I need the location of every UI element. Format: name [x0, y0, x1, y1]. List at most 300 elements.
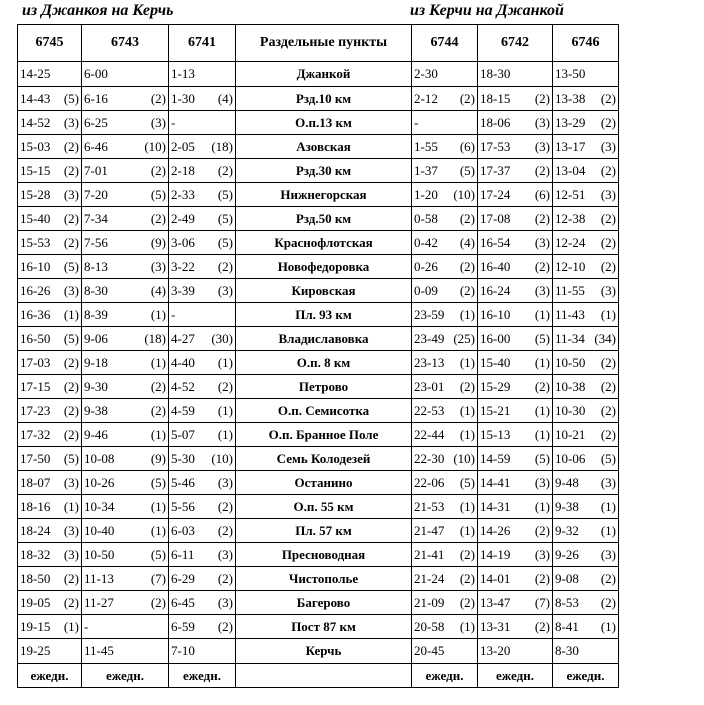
station-name: О.п. 8 км [236, 351, 412, 375]
time-cell-content [414, 353, 475, 373]
stop-duration: (2) [217, 258, 233, 274]
time-cell [169, 447, 236, 471]
time-cell-content [555, 329, 616, 349]
time-cell [478, 447, 553, 471]
time-cell [553, 231, 619, 255]
time-value: 0-26 [414, 258, 438, 274]
station-name: Рзд.30 км [236, 159, 412, 183]
time-value: 16-10 [20, 258, 51, 274]
stop-duration: (1) [459, 426, 475, 442]
time-cell [553, 423, 619, 447]
time-cell-content [480, 569, 550, 589]
time-cell [553, 303, 619, 327]
stop-duration: (4) [150, 282, 166, 298]
time-cell [412, 303, 478, 327]
time-value: 2-18 [171, 162, 195, 178]
time-value: 13-20 [480, 643, 511, 658]
time-cell-content [414, 257, 475, 277]
stop-duration: (2) [600, 258, 616, 274]
time-cell [82, 495, 169, 519]
station-name: Рзд.10 км [236, 87, 412, 111]
time-value: 10-26 [84, 474, 115, 490]
time-cell-content [20, 449, 79, 469]
stop-duration: (4) [459, 234, 475, 250]
time-value: 9-30 [84, 378, 108, 394]
time-cell-content [20, 89, 79, 109]
stop-duration: (5) [534, 450, 550, 466]
time-value: 18-07 [20, 474, 51, 490]
time-cell-content [84, 161, 166, 181]
caption-outbound: из Джанкоя на Керчь [22, 2, 174, 19]
time-cell-content [20, 641, 79, 661]
time-cell-content [20, 161, 79, 181]
time-cell [82, 231, 169, 255]
time-cell-content [84, 521, 166, 541]
time-cell-content [84, 113, 166, 133]
time-value: 2-49 [171, 210, 195, 226]
station-name: Азовская [236, 135, 412, 159]
stop-duration: (5) [217, 210, 233, 226]
time-cell [553, 399, 619, 423]
time-cell [82, 639, 169, 664]
stop-duration: (3) [63, 522, 79, 538]
stop-duration: (2) [150, 90, 166, 106]
time-cell-content [171, 377, 233, 397]
time-cell-content [84, 137, 166, 157]
time-cell [478, 183, 553, 207]
time-value: 17-03 [20, 354, 51, 370]
time-cell-content [20, 521, 79, 541]
time-value: 8-30 [555, 643, 579, 658]
time-value: 14-26 [480, 522, 511, 538]
station-row [18, 87, 619, 111]
time-value: 12-38 [555, 210, 586, 226]
station-row [18, 639, 619, 664]
time-value: 15-03 [20, 138, 51, 154]
time-value: 2-33 [171, 186, 195, 202]
time-cell-content [20, 497, 79, 517]
time-cell-content [20, 137, 79, 157]
time-value: 21-53 [414, 498, 445, 514]
header-train-6743: 6743 [82, 25, 169, 62]
station-name: О.п. Бранное Поле [236, 423, 412, 447]
time-cell [412, 519, 478, 543]
station-name: О.п. 55 км [236, 495, 412, 519]
time-value: 8-30 [84, 282, 108, 298]
station-name: Пл. 93 км [236, 303, 412, 327]
station-name: Пл. 57 км [236, 519, 412, 543]
station-name: Нижнегорская [236, 183, 412, 207]
time-value: 11-55 [555, 282, 585, 298]
time-cell-content [20, 473, 79, 493]
stop-duration: (3) [217, 474, 233, 490]
time-cell-content [555, 353, 616, 373]
time-cell-content [20, 593, 79, 613]
time-value: 10-38 [555, 378, 586, 394]
time-value: 13-38 [555, 90, 586, 106]
time-value: 2-12 [414, 90, 438, 106]
time-value: 10-50 [84, 546, 115, 562]
time-value: 10-50 [555, 354, 586, 370]
time-value: 15-40 [20, 210, 51, 226]
time-cell-content [555, 401, 616, 421]
time-value: 14-19 [480, 546, 511, 562]
time-cell [169, 399, 236, 423]
time-value: 10-30 [555, 402, 586, 418]
time-cell-content [555, 425, 616, 445]
time-cell-content [414, 113, 475, 133]
time-cell-content [84, 281, 166, 301]
time-cell-content [171, 641, 233, 661]
time-value: 8-41 [555, 618, 579, 634]
station-row [18, 279, 619, 303]
time-value: 10-21 [555, 426, 586, 442]
time-cell-content [555, 593, 616, 613]
stop-duration: (2) [63, 402, 79, 418]
stop-duration: (5) [459, 474, 475, 490]
time-cell [82, 423, 169, 447]
stop-duration: (1) [600, 498, 616, 514]
time-cell [169, 423, 236, 447]
stop-duration: (5) [534, 330, 550, 346]
time-value: 18-24 [20, 522, 51, 538]
time-cell [478, 351, 553, 375]
time-value: 3-22 [171, 258, 195, 274]
time-value: 6-29 [171, 570, 195, 586]
stop-duration: (2) [217, 498, 233, 514]
time-cell [412, 423, 478, 447]
stop-duration: (5) [63, 90, 79, 106]
station-row [18, 399, 619, 423]
time-cell-content [555, 113, 616, 133]
time-cell-content [414, 329, 475, 349]
time-value: 3-39 [171, 282, 195, 298]
time-cell-content [84, 401, 166, 421]
stop-duration: (1) [534, 498, 550, 514]
time-cell [412, 159, 478, 183]
time-cell [18, 615, 82, 639]
time-cell [169, 303, 236, 327]
time-value: 23-59 [414, 306, 445, 322]
time-cell [478, 471, 553, 495]
stop-duration: (1) [600, 522, 616, 538]
footer-cell: ежедн. [412, 664, 478, 688]
time-cell-content [555, 545, 616, 565]
time-cell [553, 111, 619, 135]
time-value: 14-52 [20, 114, 51, 130]
stop-duration: (3) [600, 186, 616, 202]
time-cell-content [171, 473, 233, 493]
time-value: 6-11 [171, 546, 195, 562]
time-cell-content [20, 257, 79, 277]
time-cell [169, 159, 236, 183]
station-row [18, 471, 619, 495]
station-row [18, 495, 619, 519]
time-cell-content [171, 497, 233, 517]
time-value: 9-48 [555, 474, 579, 490]
time-value: 12-10 [555, 258, 586, 274]
time-value: 17-24 [480, 186, 511, 202]
stop-duration: (5) [63, 330, 79, 346]
time-cell [169, 327, 236, 351]
time-cell [478, 591, 553, 615]
time-cell [169, 183, 236, 207]
time-value: 6-46 [84, 138, 108, 154]
time-cell [82, 375, 169, 399]
time-value: 23-49 [414, 330, 445, 346]
time-cell-content [480, 281, 550, 301]
time-cell [82, 87, 169, 111]
time-value: 9-18 [84, 354, 108, 370]
time-cell [18, 135, 82, 159]
time-cell [18, 255, 82, 279]
time-value: 14-25 [20, 66, 51, 81]
time-value: 17-08 [480, 210, 511, 226]
stop-duration: (2) [459, 282, 475, 298]
time-value: 16-50 [20, 330, 51, 346]
time-cell [18, 591, 82, 615]
stop-duration: (2) [63, 138, 79, 154]
time-cell [18, 399, 82, 423]
time-value: 17-32 [20, 426, 51, 442]
stop-duration: (6) [459, 138, 475, 154]
time-value: 0-42 [414, 234, 438, 250]
time-cell [553, 62, 619, 87]
stop-duration: (18) [211, 138, 233, 154]
stop-duration: (1) [63, 498, 79, 514]
time-value: 18-15 [480, 90, 511, 106]
station-name: Джанкой [236, 62, 412, 87]
time-cell [82, 351, 169, 375]
time-value: 4-52 [171, 378, 195, 394]
time-cell [82, 591, 169, 615]
stop-duration: (2) [600, 378, 616, 394]
time-cell [169, 495, 236, 519]
time-cell-content [171, 305, 233, 325]
time-cell-content [84, 305, 166, 325]
stop-duration: (5) [600, 450, 616, 466]
time-cell-content [414, 137, 475, 157]
header-train-6746: 6746 [553, 25, 619, 62]
time-cell-content [20, 329, 79, 349]
time-cell [412, 639, 478, 664]
time-cell [553, 255, 619, 279]
stop-duration: (3) [534, 114, 550, 130]
time-value: 6-59 [171, 618, 195, 634]
time-cell [82, 519, 169, 543]
time-cell [18, 183, 82, 207]
time-cell [18, 519, 82, 543]
stop-duration: (5) [150, 186, 166, 202]
time-value: 18-50 [20, 570, 51, 586]
time-cell-content [84, 641, 166, 661]
time-value: 13-47 [480, 594, 511, 610]
time-value: 13-04 [555, 162, 586, 178]
stop-duration: (1) [150, 306, 166, 322]
time-cell-content [84, 64, 166, 84]
station-row [18, 327, 619, 351]
time-cell [412, 399, 478, 423]
time-cell [169, 615, 236, 639]
stop-duration [614, 64, 616, 84]
time-cell-content [555, 641, 616, 661]
time-cell-content [20, 377, 79, 397]
stop-duration: (2) [534, 162, 550, 178]
time-cell [169, 519, 236, 543]
time-cell-content [414, 377, 475, 397]
stop-duration: (5) [150, 546, 166, 562]
time-value: 8-39 [84, 306, 108, 322]
stop-duration [231, 641, 233, 661]
header-train-6745: 6745 [18, 25, 82, 62]
time-cell-content [171, 521, 233, 541]
station-row [18, 255, 619, 279]
time-value: 9-08 [555, 570, 579, 586]
station-name: Чистополье [236, 567, 412, 591]
time-cell-content [414, 521, 475, 541]
time-value: 17-37 [480, 162, 511, 178]
time-cell [82, 567, 169, 591]
time-value: 4-27 [171, 330, 195, 346]
header-train-6744: 6744 [412, 25, 478, 62]
time-cell-content [84, 593, 166, 613]
stop-duration: (2) [217, 618, 233, 634]
stop-duration: (1) [534, 354, 550, 370]
time-cell-content [414, 617, 475, 637]
time-cell [553, 471, 619, 495]
time-cell-content [84, 497, 166, 517]
stop-duration: (30) [211, 330, 233, 346]
time-cell-content [171, 257, 233, 277]
time-cell-content [20, 209, 79, 229]
station-row [18, 62, 619, 87]
time-cell [553, 159, 619, 183]
time-cell [18, 351, 82, 375]
time-cell [478, 375, 553, 399]
time-cell [82, 543, 169, 567]
stop-duration: (3) [534, 546, 550, 562]
time-value: 19-25 [20, 643, 51, 658]
time-cell [169, 543, 236, 567]
time-value: 22-44 [414, 426, 445, 442]
time-cell [553, 567, 619, 591]
stop-duration: (9) [150, 234, 166, 250]
time-cell [412, 135, 478, 159]
time-value: 7-01 [84, 162, 108, 178]
time-cell-content [20, 545, 79, 565]
time-value: 1-37 [414, 162, 438, 178]
station-row [18, 447, 619, 471]
time-cell-content [84, 377, 166, 397]
time-value: 14-01 [480, 570, 511, 586]
time-cell-content [414, 401, 475, 421]
time-cell-content [20, 425, 79, 445]
time-cell [18, 303, 82, 327]
station-row [18, 591, 619, 615]
time-value: 16-54 [480, 234, 511, 250]
time-cell [82, 279, 169, 303]
time-value: 5-56 [171, 498, 195, 514]
time-cell-content [414, 305, 475, 325]
time-cell [18, 375, 82, 399]
time-cell-content [480, 64, 550, 84]
time-value: 16-40 [480, 258, 511, 274]
stop-duration: (2) [600, 354, 616, 370]
time-value: 6-25 [84, 114, 108, 130]
time-value: 13-31 [480, 618, 511, 634]
station-name: Краснофлотская [236, 231, 412, 255]
time-cell [412, 543, 478, 567]
time-value: 10-40 [84, 522, 115, 538]
time-cell [18, 231, 82, 255]
time-cell-content [414, 209, 475, 229]
time-value: 14-43 [20, 90, 51, 106]
time-value: 1-20 [414, 186, 438, 202]
time-cell-content [480, 113, 550, 133]
stop-duration: (2) [63, 210, 79, 226]
time-cell-content [20, 64, 79, 84]
time-cell [169, 231, 236, 255]
time-cell-content [20, 233, 79, 253]
stop-duration: (5) [63, 258, 79, 274]
time-cell [478, 62, 553, 87]
stop-duration: (2) [600, 570, 616, 586]
time-cell-content [480, 641, 550, 661]
stop-duration: (2) [600, 162, 616, 178]
stop-duration: (3) [600, 138, 616, 154]
time-cell-content [171, 113, 233, 133]
stop-duration: (5) [63, 450, 79, 466]
station-name: Петрово [236, 375, 412, 399]
time-cell-content [171, 281, 233, 301]
time-value: 18-32 [20, 546, 51, 562]
time-value: 13-29 [555, 114, 586, 130]
time-cell [18, 327, 82, 351]
time-value: 14-59 [480, 450, 511, 466]
time-cell [553, 447, 619, 471]
stop-duration: (2) [150, 402, 166, 418]
stop-duration [164, 641, 166, 661]
time-cell [82, 62, 169, 87]
time-cell [412, 447, 478, 471]
time-value: 19-15 [20, 618, 51, 634]
time-cell-content [480, 353, 550, 373]
time-cell-content [555, 305, 616, 325]
stop-duration: (34) [594, 330, 616, 346]
time-cell-content [555, 161, 616, 181]
time-value: 5-46 [171, 474, 195, 490]
stop-duration: (1) [459, 354, 475, 370]
time-value: 9-38 [84, 402, 108, 418]
stop-duration: (4) [217, 90, 233, 106]
time-cell-content [414, 449, 475, 469]
time-cell-content [171, 89, 233, 109]
time-value: 16-24 [480, 282, 511, 298]
time-cell-content [171, 185, 233, 205]
time-cell [169, 135, 236, 159]
time-cell [478, 207, 553, 231]
time-cell [18, 111, 82, 135]
footer-cell: ежедн. [18, 664, 82, 688]
stop-duration: (3) [600, 546, 616, 562]
time-value: 15-53 [20, 234, 51, 250]
time-cell [169, 639, 236, 664]
time-cell [412, 279, 478, 303]
time-cell-content [555, 281, 616, 301]
station-row [18, 303, 619, 327]
time-cell-content [414, 233, 475, 253]
time-cell-content [555, 449, 616, 469]
